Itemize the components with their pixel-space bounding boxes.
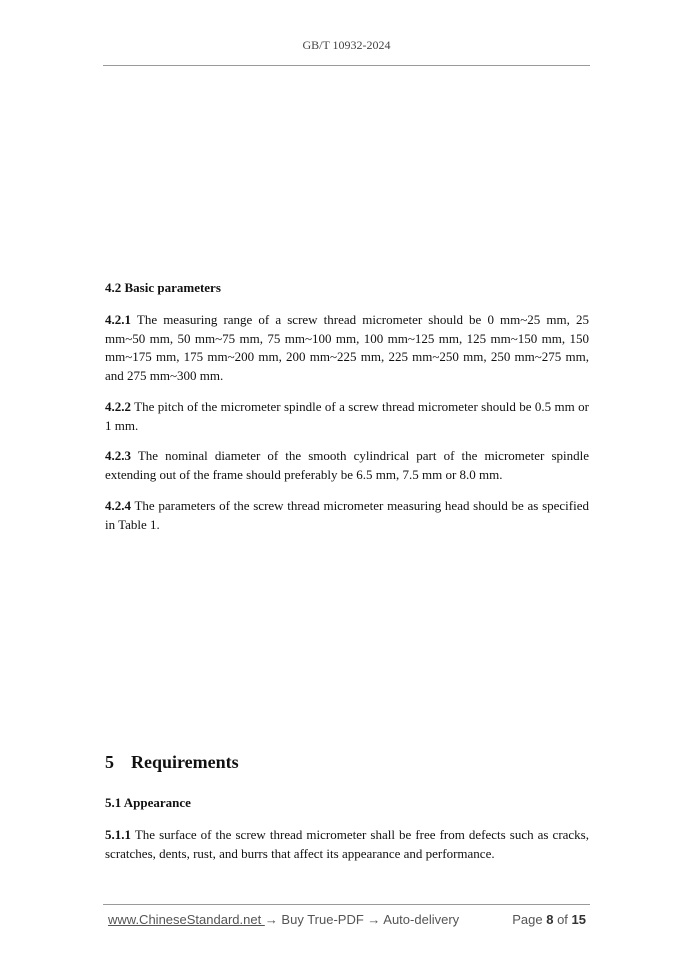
clause-number: 5.1.1: [105, 827, 131, 842]
section-5-1-heading-block: [105, 794, 589, 812]
section-title-text: Requirements: [131, 752, 239, 772]
clause-number: 4.2.4: [105, 498, 131, 513]
footer-divider: [103, 904, 590, 905]
page-of-label: of: [553, 912, 572, 927]
section-4-2-heading-block: [105, 279, 589, 297]
site-link[interactable]: www.ChineseStandard.net: [108, 912, 265, 927]
current-page-number: 8: [546, 912, 554, 927]
clause-number: 4.2.2: [105, 399, 131, 414]
clause-number: 4.2.3: [105, 448, 131, 463]
clause-text: The nominal diameter of the smooth cylindrical part of the micrometer spindle extending out of the frame should preferably be 6.5 mm, 7.5 mm or 8.0 mm.: [105, 448, 589, 482]
clause-4-2-3: [105, 447, 589, 484]
clause-paragraph: [105, 447, 589, 484]
clause-text: The surface of the screw thread micrometer shall be free from defects such as cracks, scratches, dents, rust, and burrs that affect its appearance and performance.: [105, 827, 589, 861]
section-5-title-block: [105, 751, 589, 773]
page-footer: [108, 912, 586, 932]
clause-4-2-1: [105, 311, 589, 385]
clause-4-2-4: [105, 497, 589, 534]
total-pages-number: 15: [571, 912, 586, 927]
clause-paragraph: [105, 826, 589, 863]
footer-promo: [108, 912, 459, 927]
clause-paragraph: [105, 311, 589, 385]
page-header: [0, 38, 693, 53]
clause-text: The parameters of the screw thread micrometer measuring head should be as specified in Table 1.: [105, 498, 589, 532]
clause-4-2-2: [105, 398, 589, 435]
clause-text: The measuring range of a screw thread micrometer should be 0 mm~25 mm, 25 mm~50 mm, 50 mm~75 mm, 75 mm~100 mm, 100 mm~125 mm, 125 mm~150 mm, 150 mm~175 mm, 175 mm~200 mm, 200 mm~225 mm, 225 mm~250 mm, 250 mm~275 mm, and 275 mm~300 mm.: [105, 312, 589, 383]
clause-5-1-1: [105, 826, 589, 863]
page-label: Page: [512, 912, 547, 927]
clause-number: 4.2.1: [105, 312, 131, 327]
footer-tagline: → Buy True-PDF → Auto-delivery: [264, 912, 460, 927]
section-number: 5: [105, 752, 114, 772]
section-title: [105, 751, 589, 773]
subsection-heading: 5.1 Appearance: [105, 795, 191, 810]
page-indicator: [512, 912, 586, 927]
clause-paragraph: [105, 398, 589, 435]
clause-paragraph: [105, 497, 589, 534]
clause-text: The pitch of the micrometer spindle of a screw thread micrometer should be 0.5 mm or 1 mm.: [105, 399, 589, 433]
header-divider: [103, 65, 590, 66]
section-heading: 4.2 Basic parameters: [105, 280, 221, 295]
document-code: GB/T 10932-2024: [302, 38, 391, 52]
